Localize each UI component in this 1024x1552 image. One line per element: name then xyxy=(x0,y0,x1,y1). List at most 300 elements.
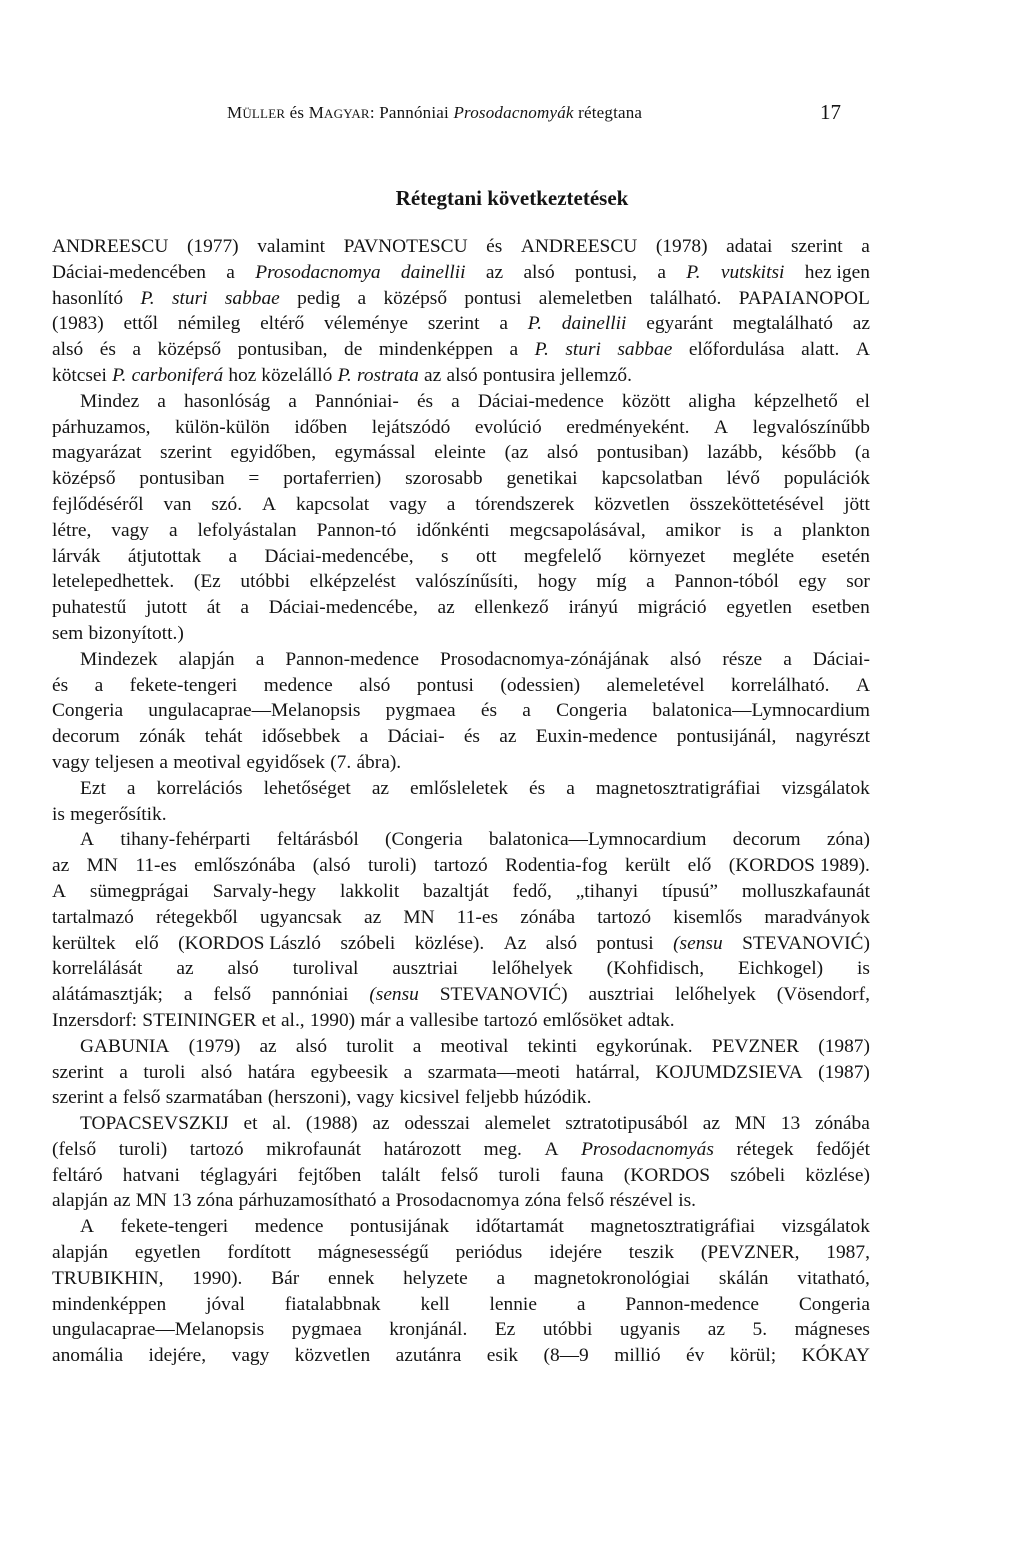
word: sabbae xyxy=(224,287,280,309)
word: odesszai xyxy=(404,1113,471,1135)
word: Prosodacnomyás xyxy=(581,1138,714,1160)
word: portaferrien) xyxy=(283,468,382,490)
word: emlősöket xyxy=(542,1009,623,1031)
word: a xyxy=(576,1293,586,1315)
word: (PEVZNER, xyxy=(700,1242,800,1264)
word: turoli) xyxy=(118,1138,168,1160)
word: kicsivel xyxy=(399,1087,460,1109)
word: turoli xyxy=(498,1164,541,1186)
word: a xyxy=(255,648,265,670)
word: alsó xyxy=(359,674,391,696)
word: Dáciai- xyxy=(812,648,870,670)
word: Pannon-medence xyxy=(625,1293,759,1315)
word: (1979) xyxy=(188,1035,241,1057)
word: tekinti xyxy=(527,1035,578,1057)
word: vutskitsi xyxy=(720,261,785,283)
word: (KORDOS László xyxy=(178,932,321,954)
word: ennek xyxy=(327,1267,375,1289)
word: A xyxy=(714,416,729,438)
text-line xyxy=(52,544,870,570)
word: molluszkafaunát xyxy=(741,880,870,902)
word: s xyxy=(441,545,449,567)
word: ausztriai xyxy=(588,984,655,1006)
word: zóna) xyxy=(826,829,870,851)
word: et xyxy=(261,1009,276,1031)
word: megfelelő xyxy=(523,545,602,567)
text-line xyxy=(52,982,870,1008)
word: pontusijánál, xyxy=(676,726,777,748)
word: rétegekből xyxy=(155,906,238,928)
word: Ezt xyxy=(80,777,106,799)
word: a xyxy=(395,1009,405,1031)
word: van xyxy=(163,493,192,515)
word: talált xyxy=(381,1164,421,1186)
word: hogy xyxy=(537,571,577,593)
word: „tihanyi xyxy=(575,880,639,902)
text-line xyxy=(52,621,870,647)
word: alapján xyxy=(52,1242,108,1264)
word: a xyxy=(403,1061,413,1083)
word: magnetokronológiai xyxy=(533,1267,691,1289)
word: esik xyxy=(486,1345,519,1367)
word: Dáciai- xyxy=(387,726,445,748)
word: szóbeli xyxy=(340,932,396,954)
word: valamint xyxy=(257,236,326,257)
word: eltérő xyxy=(260,313,305,335)
word: Az xyxy=(503,932,527,954)
word: felső xyxy=(122,1087,161,1109)
text-line xyxy=(52,1034,870,1060)
word: tartozó xyxy=(433,855,488,877)
word: vitatható, xyxy=(797,1267,870,1289)
word: P. xyxy=(337,364,352,386)
word: a xyxy=(657,261,666,283)
word: balatonica—Lymnocardium xyxy=(488,829,707,851)
word: (sensu xyxy=(369,984,419,1006)
word: elő xyxy=(687,855,712,877)
word: alsó xyxy=(545,932,578,954)
word: alsó xyxy=(546,442,579,464)
word: a xyxy=(288,390,297,412)
word: szóbeli xyxy=(730,1164,786,1186)
text-line xyxy=(52,853,870,879)
word: a xyxy=(94,674,104,696)
word: decorum xyxy=(732,829,801,851)
word: később xyxy=(781,442,837,464)
word: szarmata—meoti xyxy=(427,1061,561,1083)
word: de xyxy=(344,339,363,361)
word: alátámasztják; xyxy=(52,984,163,1006)
text-line xyxy=(52,802,870,828)
word: pontusi, xyxy=(575,261,637,283)
word: sümegprágai xyxy=(89,880,189,902)
word: a xyxy=(566,777,575,799)
word: PEVZNER xyxy=(711,1035,800,1057)
word: kisemlős xyxy=(673,906,743,928)
word: 11-es xyxy=(135,855,177,877)
word: létre, xyxy=(52,519,92,541)
word: pontusi xyxy=(464,287,522,309)
text-line xyxy=(52,931,870,957)
text-line xyxy=(52,440,870,466)
word: (KORDOS xyxy=(623,1164,710,1186)
word: (felső xyxy=(52,1138,97,1160)
text-line xyxy=(52,1188,870,1214)
word: medence xyxy=(254,1216,324,1238)
word: egyetlen xyxy=(134,1242,201,1264)
word: feljebb xyxy=(465,1087,519,1109)
word: P. xyxy=(686,261,701,283)
author1-rest: ÜLLER xyxy=(242,106,286,121)
word: szerint xyxy=(427,313,480,335)
word: vagy xyxy=(389,493,427,515)
word: vizsgálatok xyxy=(781,777,870,799)
word: a xyxy=(496,1267,506,1289)
text-line xyxy=(52,1111,870,1137)
word: sem xyxy=(52,622,84,644)
text-line xyxy=(52,569,870,595)
word: pontusiban) xyxy=(596,442,689,464)
text-line xyxy=(52,879,870,905)
text-line xyxy=(52,698,870,724)
word: ungulacaprae—Melanopsis xyxy=(52,1319,265,1341)
text-line xyxy=(52,518,870,544)
word: a xyxy=(168,519,178,541)
word: lejátszódó xyxy=(371,416,451,438)
word: MN xyxy=(86,855,118,877)
word: egymással xyxy=(334,442,416,464)
word: Dáciai-medencébe, xyxy=(264,545,414,567)
word: a xyxy=(119,1061,128,1083)
word: a xyxy=(183,984,193,1006)
word: pontusira xyxy=(482,364,556,386)
header-title-part2: rétegtana xyxy=(573,103,643,122)
word: P. xyxy=(140,287,155,309)
word: emlőszónába xyxy=(194,855,296,877)
word: megcsapolásával, xyxy=(509,519,646,541)
word: PAVNOTESCU xyxy=(343,236,468,257)
word: a xyxy=(446,493,456,515)
word: fedőjét xyxy=(816,1138,870,1160)
word: szerint xyxy=(160,442,212,464)
word: hez igen xyxy=(804,261,870,283)
word: korrelálható. xyxy=(730,674,830,696)
word: populációk xyxy=(783,468,870,490)
word: 11-es xyxy=(456,906,499,928)
word: utóbbi xyxy=(542,1319,593,1341)
word: is xyxy=(857,958,870,980)
word: meg. xyxy=(483,1138,522,1160)
word: ábra). xyxy=(356,751,402,773)
word: az xyxy=(499,726,517,748)
word: lefolyástalan xyxy=(197,519,297,541)
word: a xyxy=(132,339,142,361)
word: rostrata xyxy=(357,364,419,386)
word: korrelálását xyxy=(52,958,143,980)
word: ellenkező xyxy=(474,597,549,619)
word: tartozó xyxy=(483,1009,538,1031)
word: elő xyxy=(135,932,159,954)
word: teljesen xyxy=(94,751,155,773)
word: az xyxy=(852,313,870,335)
word: P. xyxy=(534,339,549,361)
word: bizonyított.) xyxy=(88,622,184,644)
word: külön-külön xyxy=(175,416,270,438)
word: fiatalabbnak xyxy=(284,1293,381,1315)
word: Dáciai-medencébe, xyxy=(268,597,418,619)
header-title-part1: Pannóniai xyxy=(379,103,454,122)
word: skálán xyxy=(718,1267,769,1289)
word: került xyxy=(624,855,671,877)
word: fejtőben xyxy=(297,1164,362,1186)
word: (Ez xyxy=(193,571,221,593)
word: részével xyxy=(609,1190,673,1212)
word: hasonlóság xyxy=(183,390,271,412)
word: jóval xyxy=(206,1293,245,1315)
word: kronjánál. xyxy=(389,1319,468,1341)
word: eredményeként. xyxy=(566,416,690,438)
word: turoli) xyxy=(367,855,417,877)
word: a xyxy=(357,287,367,309)
word: feltáró xyxy=(52,1164,103,1186)
word: STEVANOVIĆ) xyxy=(439,984,568,1006)
word: összeköttetésével xyxy=(689,493,825,515)
word: egy xyxy=(798,571,827,593)
text-line xyxy=(52,724,870,750)
word: al. xyxy=(272,1113,292,1135)
word: az xyxy=(113,1190,131,1212)
word: lévő xyxy=(726,468,760,490)
word: aligha xyxy=(688,390,736,412)
word: vagy xyxy=(231,1345,270,1367)
word: idejére xyxy=(549,1242,602,1264)
word: fordított xyxy=(227,1242,291,1264)
text-line xyxy=(52,1060,870,1086)
word: A xyxy=(544,1138,559,1160)
word: (az xyxy=(504,442,529,464)
word: 1990) xyxy=(309,1009,356,1031)
word: Mindez xyxy=(80,390,140,412)
text-line xyxy=(52,776,870,802)
word: amikor xyxy=(665,519,721,541)
running-header xyxy=(227,103,642,123)
word: kapcsolat xyxy=(295,493,370,515)
word: alemelet xyxy=(484,1113,551,1135)
word: ugyanis xyxy=(619,1319,681,1341)
word: eleinte xyxy=(434,442,486,464)
word: helyzete xyxy=(403,1267,468,1289)
word: millió xyxy=(614,1345,661,1367)
text-line xyxy=(52,673,870,699)
word: szerint xyxy=(52,1087,104,1109)
text-line xyxy=(52,234,870,260)
word: STEININGER xyxy=(142,1009,257,1031)
word: szerint xyxy=(52,1061,104,1083)
word: ugyancsak xyxy=(259,906,342,928)
word: alemeletével xyxy=(606,674,705,696)
text-line xyxy=(52,1343,870,1369)
word: felső xyxy=(440,1164,479,1186)
word: adatai xyxy=(726,236,773,257)
word: középső xyxy=(383,287,448,309)
text-line xyxy=(52,1085,870,1111)
word: a xyxy=(240,597,249,619)
word: zóna xyxy=(524,1190,562,1212)
word: tehát xyxy=(204,726,243,748)
word: turoli xyxy=(143,1061,186,1083)
word: Prosodacnomya xyxy=(255,261,381,283)
word: egyidősek xyxy=(246,751,325,773)
word: ANDREESCU xyxy=(520,236,638,257)
word: egyaránt xyxy=(646,313,713,335)
word: evolúció xyxy=(474,416,542,438)
word: (1978) xyxy=(655,236,708,257)
word: sabbae xyxy=(617,339,673,361)
word: = xyxy=(248,468,260,490)
word: balatonica—Lymnocardium xyxy=(652,700,870,722)
word: és xyxy=(529,777,546,799)
word: Pannon-tóból xyxy=(674,571,779,593)
word: lehetőséget xyxy=(263,777,351,799)
word: (sensu xyxy=(673,932,723,954)
word: (1987) xyxy=(818,1061,870,1083)
word: az xyxy=(259,1035,277,1057)
word: korrelációs xyxy=(156,777,243,799)
word: mindenképpen xyxy=(378,339,493,361)
word: alatt. xyxy=(801,339,840,361)
word: között xyxy=(621,390,671,412)
author2-rest: AGYAR xyxy=(324,106,370,121)
text-line xyxy=(52,492,870,518)
text-line xyxy=(52,1317,870,1343)
word: al., xyxy=(280,1009,305,1031)
word: dainellii xyxy=(400,261,466,283)
word: A xyxy=(80,829,95,851)
word: Rodentia-fog xyxy=(505,855,608,877)
word: közlése). xyxy=(414,932,485,954)
word: tihany-fehérparti xyxy=(120,829,251,851)
word: esetben xyxy=(811,597,870,619)
body-text xyxy=(52,234,870,1369)
word: fekete-tengeri xyxy=(120,1216,229,1238)
word: zónába xyxy=(520,906,576,928)
word: Eichkogel) xyxy=(738,958,824,980)
word: hatvani xyxy=(122,1164,180,1186)
word: az xyxy=(437,597,455,619)
word: Dáciai-medencében xyxy=(52,261,206,283)
word: véleménye xyxy=(324,313,409,335)
word: teszik xyxy=(628,1242,675,1264)
word: a xyxy=(228,545,238,567)
word: is xyxy=(52,803,65,825)
word: 5. xyxy=(752,1319,768,1341)
word: fauna xyxy=(560,1164,604,1186)
word: alsó xyxy=(670,648,702,670)
word: jellemző. xyxy=(560,364,632,386)
word: a xyxy=(499,313,508,335)
word: a xyxy=(157,390,166,412)
word: határral, xyxy=(575,1061,640,1083)
word: A xyxy=(80,1216,95,1238)
word: magyarázat xyxy=(52,442,142,464)
word: míg xyxy=(596,571,627,593)
word: (1983) xyxy=(52,313,104,335)
text-line xyxy=(52,415,870,441)
word: (1987) xyxy=(818,1035,870,1057)
word: Congeria xyxy=(798,1293,870,1315)
text-line xyxy=(52,956,870,982)
word: a xyxy=(412,1035,422,1057)
word: az xyxy=(52,855,70,877)
word: zónába xyxy=(814,1113,870,1135)
word: szorosabb xyxy=(405,468,483,490)
word: migráció xyxy=(637,597,707,619)
word: hasonlító xyxy=(52,287,124,309)
word: ettől xyxy=(123,313,158,335)
word: időben xyxy=(294,416,348,438)
word: pygmaea xyxy=(385,700,456,722)
word: egykorúnak. xyxy=(596,1035,693,1057)
word: lelőhelyek xyxy=(675,984,756,1006)
word: ausztriai xyxy=(392,958,458,980)
word: zónák xyxy=(139,726,186,748)
word: alemeletben xyxy=(538,287,633,309)
word: sturi xyxy=(171,287,208,309)
word: A xyxy=(855,339,870,361)
word: KOJUMDZSIEVA xyxy=(655,1061,803,1083)
word: genetikai xyxy=(506,468,578,490)
word: szarmatában xyxy=(165,1087,263,1109)
word: a xyxy=(773,519,783,541)
word: középső xyxy=(157,339,222,361)
text-line xyxy=(52,905,870,931)
word: Congeria xyxy=(556,700,628,722)
word: pontusi xyxy=(416,674,474,696)
word: vagy xyxy=(111,519,149,541)
word: a xyxy=(159,751,169,773)
word: Bár xyxy=(271,1267,300,1289)
word: Dáciai-medence xyxy=(477,390,604,412)
word: alsó xyxy=(446,364,478,386)
word: irányú xyxy=(568,597,618,619)
word: lakkolit xyxy=(339,880,400,902)
word: decorum xyxy=(52,726,120,748)
word: legvalószínűbb xyxy=(752,416,870,438)
word: (8—9 xyxy=(543,1345,589,1367)
text-line xyxy=(52,260,870,286)
word: egyetlen xyxy=(726,597,792,619)
word: P. xyxy=(527,313,542,335)
word: carboniferá xyxy=(131,364,224,386)
word: alsó xyxy=(523,261,555,283)
text-line xyxy=(52,1292,870,1318)
word: mindenképpen xyxy=(52,1293,167,1315)
word: a xyxy=(381,1190,391,1212)
word: az xyxy=(707,1319,725,1341)
word: idősebbek xyxy=(261,726,341,748)
word: megerősítik. xyxy=(70,803,167,825)
word: MN xyxy=(403,906,435,928)
word: felső xyxy=(566,1190,605,1212)
word: és xyxy=(99,339,116,361)
text-line xyxy=(52,337,870,363)
word: pontusijának xyxy=(350,1216,450,1238)
section-title: Rétegtani következtetések xyxy=(395,186,629,210)
word: át xyxy=(206,597,221,619)
word: a xyxy=(509,339,519,361)
header-connector: és xyxy=(285,103,309,122)
word: fejlődéséről xyxy=(52,493,144,515)
